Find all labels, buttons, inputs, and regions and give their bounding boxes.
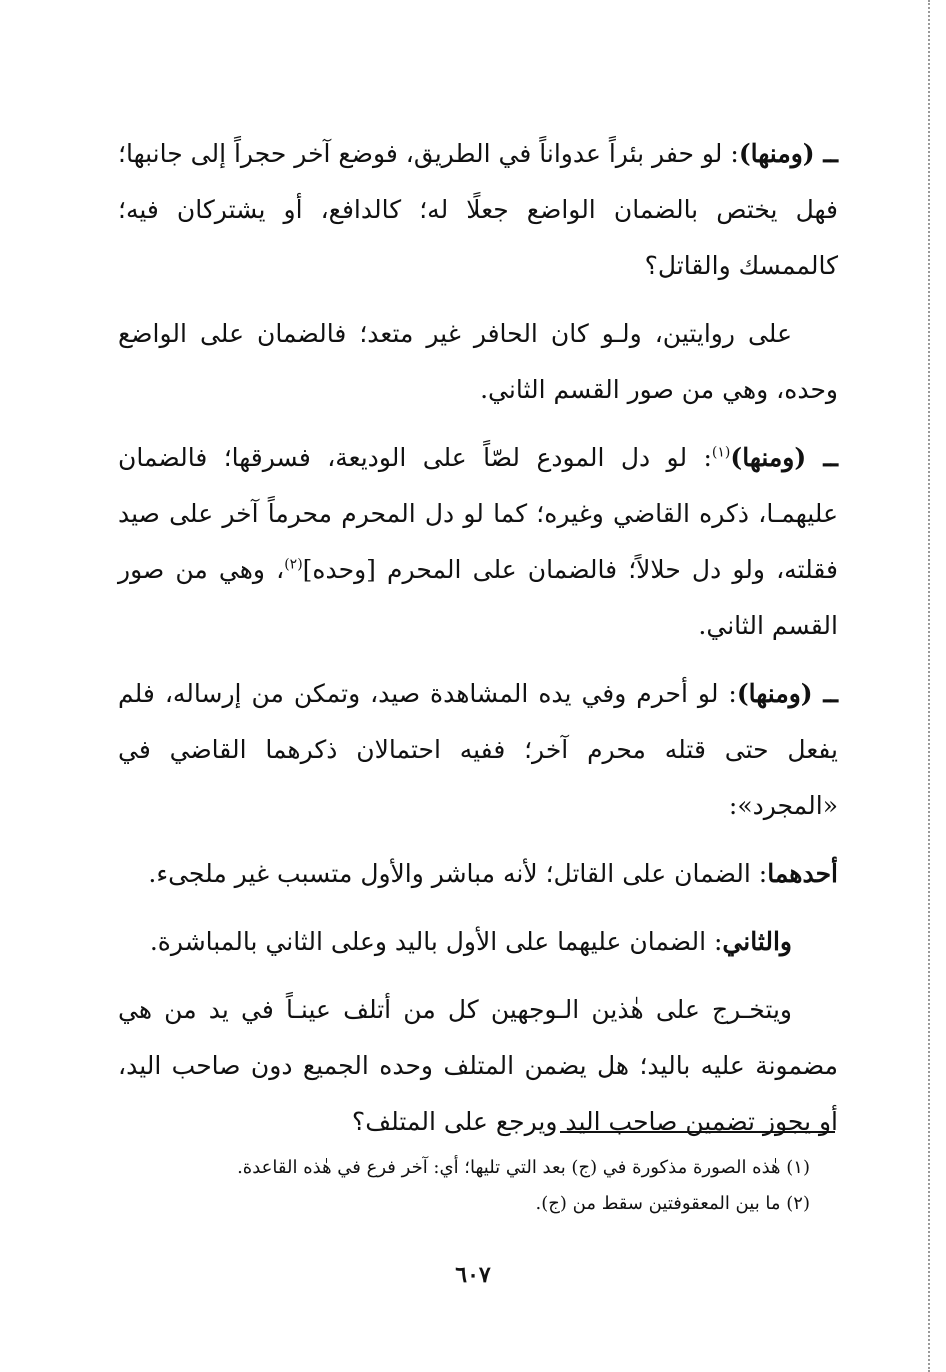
paragraph-text: ويتخـرج على هٰذين الـوجهين كل من أتلف عينـاً في يد من هي مضمونة عليه باليد؛ هل يضمن المتلف وحده الجميع دون صاحب اليد، أو يجوز تضمين صاحب اليد ويرجع على المتلف؟ <box>118 995 838 1136</box>
paragraph-text: : الضمان على القاتل؛ لأنه مباشر والأول متسبب غير ملجىء. <box>148 859 768 888</box>
paragraph-6 <box>118 914 838 970</box>
paragraph-lead: ــ (ومنها) <box>730 443 838 472</box>
paragraph-2 <box>118 306 838 418</box>
paragraph-lead: ــ (ومنها) <box>736 679 838 708</box>
paragraph-text: : لو دل المودع لصّاً على الوديعة، فسرقها؛ فالضمان عليهمـا، ذكره القاضي وغيره؛ كما لو دل المحرم محرماً آخر على صيد فقلته، ولو دل حلالاً؛ فالضمان على المحرم [وحده] <box>118 443 838 584</box>
paragraph-7 <box>118 982 838 1150</box>
footnote-2: (٢) ما بين المعقوفتين سقط من (ج). <box>535 1193 810 1214</box>
footnote-divider <box>560 1131 835 1133</box>
paragraph-text: : لو أحرم وفي يده المشاهدة صيد، وتمكن من إرساله، فلم يفعل حتى قتله محرم آخر؛ ففيه احتمالان ذكرهما القاضي في «المجرد»: <box>118 679 838 820</box>
page-number: ٦٠٧ <box>455 1262 491 1288</box>
paragraph-text: : الضمان عليهما على الأول باليد وعلى الثاني بالمباشرة. <box>149 927 723 956</box>
paragraph-text: ، وهي من صور القسم الثاني. <box>118 555 838 640</box>
paragraph-3 <box>118 430 838 654</box>
paragraph-lead: ــ (ومنها) <box>738 139 838 168</box>
main-text <box>118 126 838 1162</box>
paragraph-5 <box>118 846 838 902</box>
paragraph-1 <box>118 126 838 294</box>
footnote-1: (١) هٰذه الصورة مذكورة في (ج) بعد التي تليها؛ أي: آخر فرع في هٰذه القاعدة. <box>237 1157 810 1178</box>
paragraph-text: على روايتين، ولـو كان الحافر غير متعد؛ فالضمان على الواضع وحده، وهي من صور القسم الثاني. <box>118 319 838 404</box>
footnote-ref[interactable]: (١) <box>711 444 731 461</box>
paragraph-lead: أحدهما <box>767 859 838 888</box>
page-edge-dots <box>928 0 930 1372</box>
footnote-ref[interactable]: (٢) <box>284 556 303 573</box>
footnotes <box>118 1150 810 1222</box>
paragraph-text: : لو حفر بئراً عدواناً في الطريق، فوضع آخر حجراً إلى جانبها؛ فهل يختص بالضمان الواضع جعلًا له؛ كالدافع، أو يشتركان فيه؛ كالممسك والقاتل؟ <box>118 139 838 280</box>
paragraph-lead: والثاني <box>722 927 792 956</box>
paragraph-4 <box>118 666 838 834</box>
